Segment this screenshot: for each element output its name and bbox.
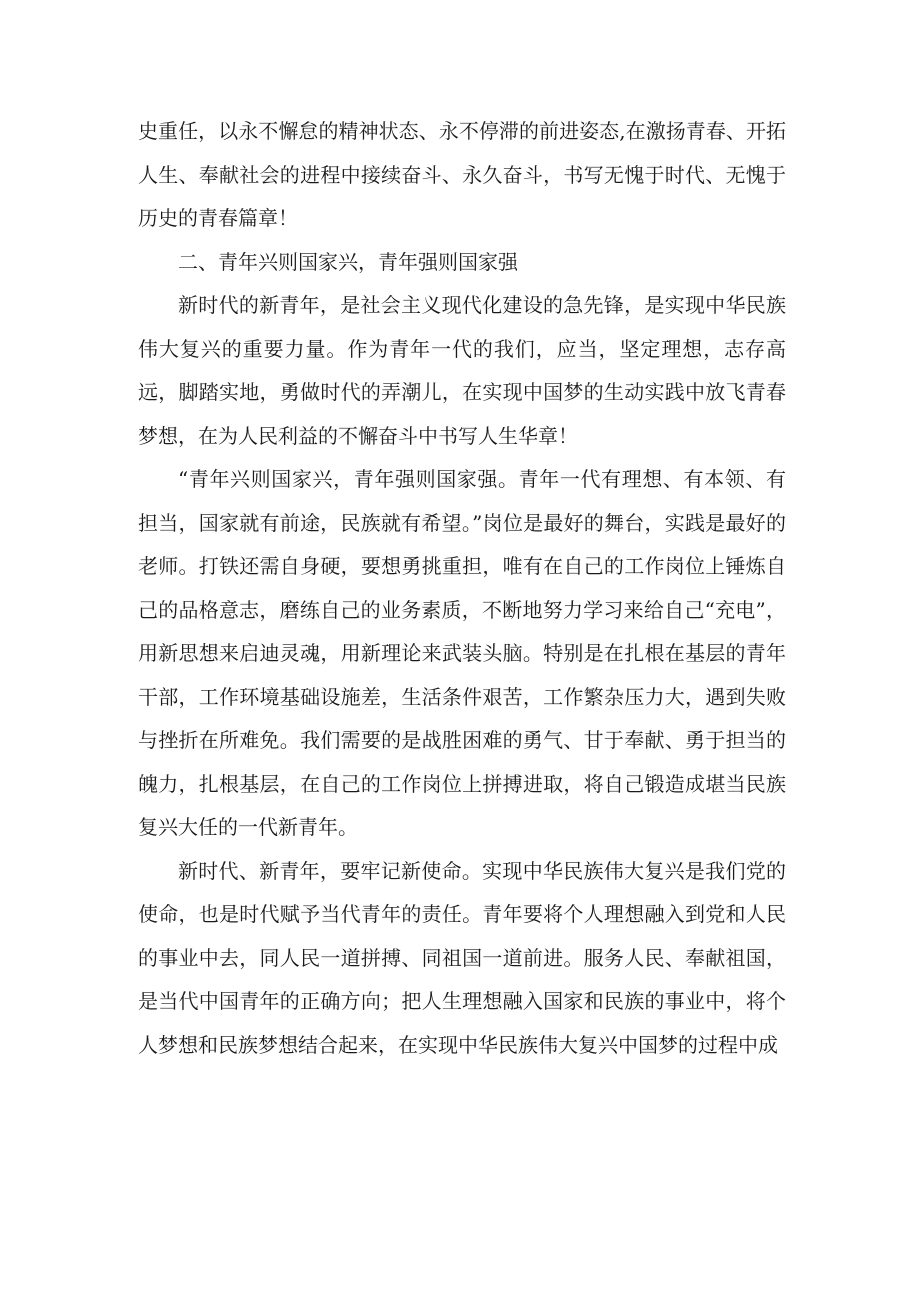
paragraph: 新时代的新青年，是社会主义现代化建设的急先锋，是实现中华民族伟大复兴的重要力量。作为青年一代的我们，应当，坚定理想，志存高远，脚踏实地，勇做时代的弄潮儿，在实现中国梦的生动实践中放飞青春梦想，在为人民利益的不懈奋斗中书写人生华章！ (138, 293, 786, 448)
paragraph: 新时代、新青年，要牢记新使命。实现中华民族伟大复兴是我们党的使命，也是时代赋予当代青年的责任。青年要将个人理想融入到党和人民的事业中去，同人民一道拼搏、同祖国一道前进。服务人民、奉献祖国，是当代中国青年的正确方向；把人生理想融入国家和民族的事业中，将个人梦想和民族梦想结合起来，在实现中华民族伟大复兴中国梦的过程中成 (138, 858, 786, 1057)
document-body (138, 110, 786, 1067)
section-heading: 二、青年兴则国家兴，青年强则国家强 (178, 249, 518, 274)
paragraph-continuation: 史重任，以永不懈怠的精神状态、永不停滞的前进姿态,在激扬青春、开拓人生、奉献社会的进程中接续奋斗、永久奋斗，书写无愧于时代、无愧于历史的青春篇章！ (138, 119, 786, 230)
paragraph: “青年兴则国家兴，青年强则国家强。青年一代有理想、有本领、有担当，国家就有前途，民族就有希望。”岗位是最好的舞台，实践是最好的老师。打铁还需自身硬，要想勇挑重担，唯有在自己的工作岗位上锤炼自己的品格意志，磨练自己的业务素质，不断地努力学习来给自己“充电”，用新思想来启迪灵魂，用新理论来武装头脑。特别是在扎根在基层的青年干部，工作环境基础设施差，生活条件艰苦，工作繁杂压力大，遇到失败与挫折在所难免。我们需要的是战胜困难的勇气、甘于奉献、勇于担当的魄力，扎根基层，在自己的工作岗位上拼搏进取，将自己锻造成堪当民族复兴大任的一代新青年。 (138, 467, 786, 839)
